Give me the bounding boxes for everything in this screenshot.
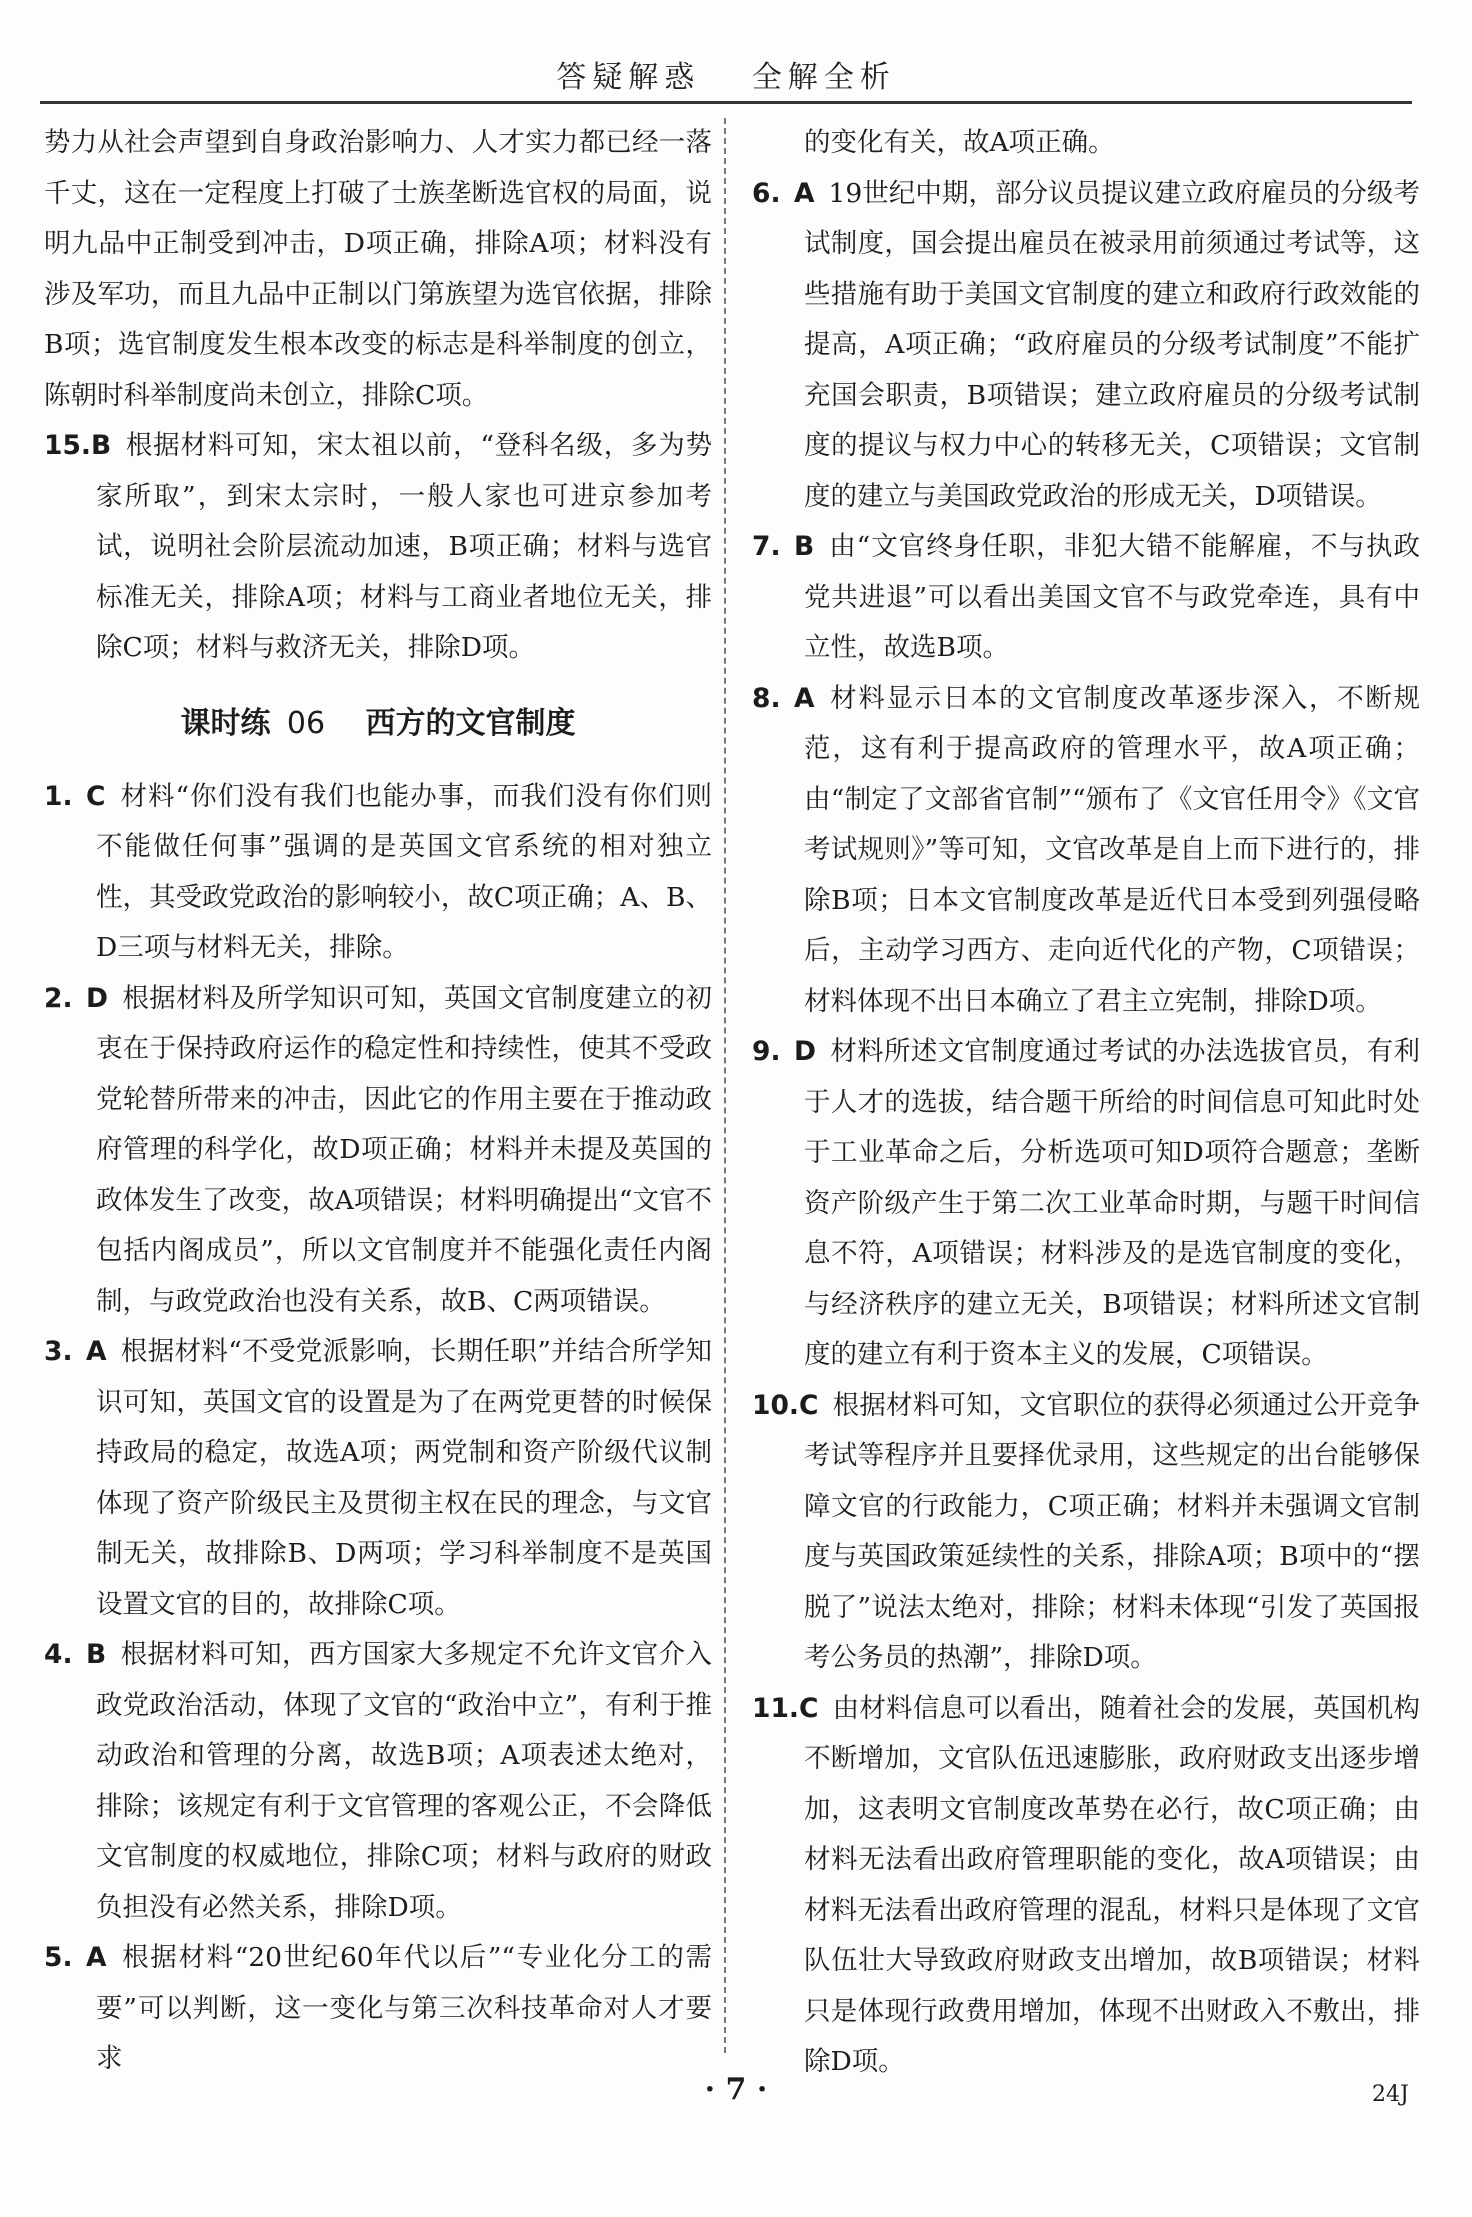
section-title bbox=[44, 694, 712, 754]
item-answer: A bbox=[86, 1336, 107, 1367]
item-text: 材料“你们没有我们也能办事，而我们没有你们则不能做任何事”强调的是英国文官系统的相对独立性，其受政党政治的影响较小，故C项正确；A、B、D三项与材料无关，排除。 bbox=[96, 780, 712, 963]
right-column bbox=[752, 118, 1420, 2088]
continuation-text: 势力从社会声望到自身政治影响力、人才实力都已经一落千丈，这在一定程度上打破了士族垄断选官权的局面，说明九品中正制受到冲击，D项正确，排除A项；材料没有涉及军功，而且九品中正制以门第族望为选官依据，排除B项；选官制度发生根本改变的标志是科举制度的创立，陈朝时科举制度尚未创立，排除C项。 bbox=[44, 127, 712, 411]
answer-item-6 bbox=[752, 169, 1420, 523]
item-answer: B bbox=[86, 1639, 107, 1670]
item-number: 8. bbox=[752, 682, 781, 714]
item-number: 3. bbox=[44, 1336, 73, 1367]
page-code: 24J bbox=[1372, 2082, 1409, 2107]
answer-item-1 bbox=[44, 772, 712, 974]
item-number: 1. bbox=[44, 780, 73, 812]
item-answer: C bbox=[798, 1692, 819, 1724]
item-answer: C bbox=[798, 1389, 819, 1421]
item-text: 材料显示日本的文官制度改革逐步深入，不断规范，这有利于提高政府的管理水平，故A项正确；由“制定了文部省官制”“颁布了《文官任用令》《文官考试规则》”等可知，文官改革是自上而下进行的，排除B项；日本文官制度改革是近代日本受到列强侵略后，主动学习西方、走向近代化的产物，C项错误；材料体现不出日本确立了君主立宪制，排除D项。 bbox=[804, 682, 1420, 1017]
item-number: 11. bbox=[752, 1692, 799, 1724]
item-number: 7. bbox=[752, 531, 781, 562]
item-text: 19世纪中期，部分议员提议建立政府雇员的分级考试制度，国会提出雇员在被录用前须通过考试等，这些措施有助于美国文官制度的建立和政府行政效能的提高，A项正确；“政府雇员的分级考试制度”不能扩充国会职责，B项错误；建立政府雇员的分级考试制度的提议与权力中心的转移无关，C项错误；文官制度的建立与美国政党政治的形成无关，D项错误。 bbox=[804, 177, 1420, 512]
item-text: 根据材料“20世纪60年代以后”“专业化分工的需要”可以判断，这一变化与第三次科技革命对人才要求 bbox=[96, 1942, 712, 2074]
item-text: 由“文官终身任职，非犯大错不能解雇，不与执政党共进退”可以看出美国文官不与政党牵连，具有中立性，故选B项。 bbox=[804, 531, 1420, 663]
answer-item-11 bbox=[752, 1684, 1420, 2088]
item-answer: B bbox=[794, 531, 815, 562]
item-number: 9. bbox=[752, 1036, 781, 1067]
item-text: 根据材料可知，西方国家大多规定不允许文官介入政党政治活动，体现了文官的“政治中立”，有利于推动政治和管理的分离，故选B项；A项表述太绝对，排除；该规定有利于文官管理的客观公正，不会降低文官制度的权威地位，排除C项；材料与政府的财政负担没有必然关系，排除D项。 bbox=[96, 1639, 712, 1923]
item-answer: C bbox=[86, 780, 106, 812]
answer-item-3 bbox=[44, 1327, 712, 1630]
answer-item-9 bbox=[752, 1027, 1420, 1381]
section-label: 课时练 bbox=[180, 705, 271, 741]
answer-item-2 bbox=[44, 974, 712, 1328]
item-answer: D bbox=[86, 982, 108, 1014]
item-answer: A bbox=[86, 1942, 107, 1973]
item-number: 5. bbox=[44, 1942, 73, 1973]
section-heading: 西方的文官制度 bbox=[365, 705, 576, 741]
item-answer: A bbox=[794, 177, 815, 209]
item-number: 2. bbox=[44, 982, 73, 1014]
answer-item-10 bbox=[752, 1381, 1420, 1684]
item-number: 10. bbox=[752, 1389, 799, 1421]
page-number: · 7 · bbox=[704, 2072, 768, 2107]
answer-item-15 bbox=[44, 421, 712, 674]
item-answer: B bbox=[90, 430, 112, 461]
answer-item-5 bbox=[44, 1933, 712, 2085]
left-column bbox=[44, 118, 712, 2085]
item-answer: A bbox=[794, 682, 815, 714]
column-divider bbox=[724, 118, 726, 2053]
item-text: 根据材料及所学知识可知，英国文官制度建立的初衷在于保持政府运作的稳定性和持续性，使其不受政党轮替所带来的冲击，因此它的作用主要在于推动政府管理的科学化，故D项正确；材料并未提及英国的政体发生了改变，故A项错误；材料明确提出“文官不包括内阁成员”，所以文官制度并不能强化责任内阁制，与政党政治也没有关系，故B、C两项错误。 bbox=[96, 982, 712, 1317]
answer-item-4 bbox=[44, 1630, 712, 1933]
section-code: 06 bbox=[286, 705, 326, 741]
item-text: 根据材料可知，文官职位的获得必须通过公开竞争考试等程序并且要择优录用，这些规定的出台能够保障文官的行政能力，C项正确；材料并未强调文官制度与英国政策延续性的关系，排除A项；B项中的“摆脱了”说法太绝对，排除；材料未体现“引发了英国报考公务员的热潮”，排除D项。 bbox=[804, 1389, 1420, 1673]
answer-item-7 bbox=[752, 522, 1420, 674]
answer-item-8 bbox=[752, 674, 1420, 1028]
page-header bbox=[40, 52, 1412, 96]
item-text: 根据材料可知，宋太祖以前，“登科名级，多为势家所取”，到宋太宗时，一般人家也可进京参加考试，说明社会阶层流动加速，B项正确；材料与选官标准无关，排除A项；材料与工商业者地位无关，排除C项；材料与救济无关，排除D项。 bbox=[96, 430, 712, 663]
item-answer: D bbox=[794, 1036, 816, 1067]
item-text: 材料所述文官制度通过考试的办法选拔官员，有利于人才的选拔，结合题干所给的时间信息可知此时处于工业革命之后，分析选项可知D项符合题意；垄断资产阶级产生于第二次工业革命时期，与题干时间信息不符，A项错误；材料涉及的是选官制度的变化，与经济秩序的建立无关，B项错误；材料所述文官制度的建立有利于资本主义的发展，C项错误。 bbox=[804, 1036, 1420, 1370]
item-text: 根据材料“不受党派影响，长期任职”并结合所学知识可知，英国文官的设置是为了在两党更替的时候保持政局的稳定，故选A项；两党制和资产阶级代议制体现了资产阶级民主及贯彻主权在民的理念，与文官制无关，故排除B、D两项；学习科举制度不是英国设置文官的目的，故排除C项。 bbox=[96, 1336, 712, 1620]
continuation-text: 的变化有关，故A项正确。 bbox=[804, 127, 1115, 158]
header-right-title: 全解全析 bbox=[751, 60, 896, 95]
item-number: 6. bbox=[752, 177, 781, 209]
header-rule bbox=[40, 101, 1412, 104]
item-number: 4. bbox=[44, 1639, 73, 1670]
header-left-title: 答疑解惑 bbox=[556, 60, 701, 95]
item-number: 15. bbox=[44, 430, 91, 461]
item-text: 由材料信息可以看出，随着社会的发展，英国机构不断增加，文官队伍迅速膨胀，政府财政支出逐步增加，这表明文官制度改革势在必行，故C项正确；由材料无法看出政府管理职能的变化，故A项错误；由材料无法看出政府管理的混乱，材料只是体现了文官队伍壮大导致政府财政支出增加，故B项错误；材料只是体现行政费用增加，体现不出财政入不敷出，排除D项。 bbox=[804, 1692, 1420, 2077]
